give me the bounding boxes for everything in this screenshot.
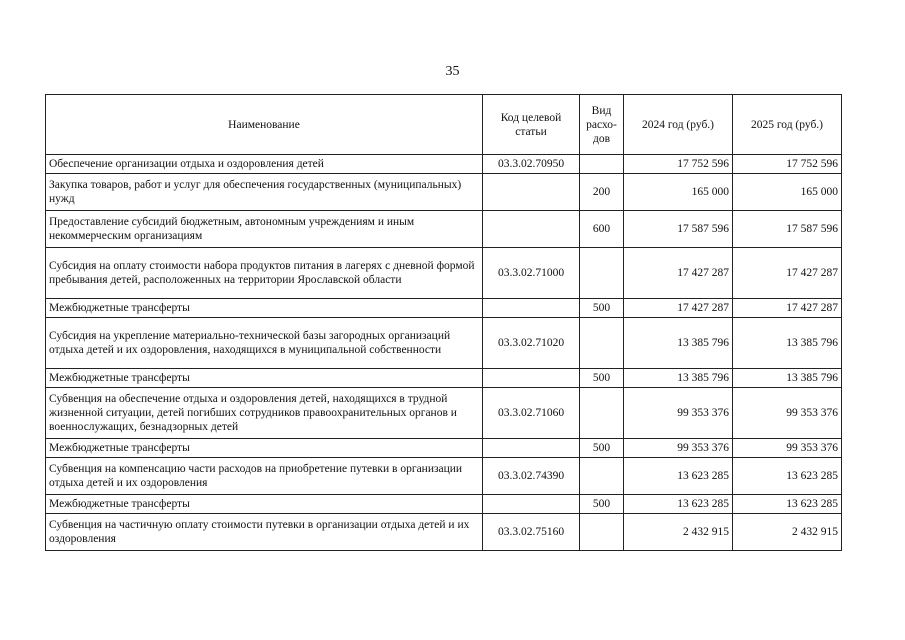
row-2024: 13 385 796: [624, 318, 733, 369]
row-2024: 165 000: [624, 174, 733, 211]
table-row: [46, 318, 842, 369]
row-type: [580, 318, 624, 369]
row-type: [580, 458, 624, 495]
row-code: [483, 299, 580, 318]
table-row: [46, 299, 842, 318]
row-code: [483, 439, 580, 458]
row-name: Межбюджетные трансферты: [46, 439, 483, 458]
row-type: 500: [580, 439, 624, 458]
row-type: 500: [580, 299, 624, 318]
row-code: 03.3.02.70950: [483, 155, 580, 174]
budget-table: [45, 94, 842, 551]
table-row: [46, 514, 842, 551]
row-code: 03.3.02.71000: [483, 248, 580, 299]
header-year-2025: 2025 год (руб.): [733, 95, 842, 155]
table-row: [46, 388, 842, 439]
row-2025: 17 587 596: [733, 211, 842, 248]
row-2025: 17 752 596: [733, 155, 842, 174]
table-row: [46, 174, 842, 211]
row-code: [483, 495, 580, 514]
row-code: [483, 369, 580, 388]
row-type: [580, 514, 624, 551]
row-type: 600: [580, 211, 624, 248]
header-year-2024: 2024 год (руб.): [624, 95, 733, 155]
row-name: Закупка товаров, работ и услуг для обеспечения государственных (муниципальных) нужд: [46, 174, 483, 211]
row-2025: 13 385 796: [733, 318, 842, 369]
row-name: Субсидия на оплату стоимости набора продуктов питания в лагерях с дневной формой пребывания детей, расположенных на территории Ярославской области: [46, 248, 483, 299]
row-type: 200: [580, 174, 624, 211]
header-type: Вид расхо-дов: [580, 95, 624, 155]
row-2024: 17 427 287: [624, 299, 733, 318]
row-type: 500: [580, 495, 624, 514]
row-name: Предоставление субсидий бюджетным, автономным учреждениям и иным некоммерческим организациям: [46, 211, 483, 248]
row-code: 03.3.02.74390: [483, 458, 580, 495]
row-type: [580, 388, 624, 439]
table-row: [46, 155, 842, 174]
row-2024: 99 353 376: [624, 388, 733, 439]
table-row: [46, 248, 842, 299]
row-2024: 17 752 596: [624, 155, 733, 174]
row-type: [580, 248, 624, 299]
row-type: 500: [580, 369, 624, 388]
row-2025: 99 353 376: [733, 439, 842, 458]
row-2024: 17 427 287: [624, 248, 733, 299]
row-code: 03.3.02.71020: [483, 318, 580, 369]
row-code: [483, 174, 580, 211]
row-name: Субсидия на укрепление материально-технической базы загородных организаций отдыха детей и их оздоровления, находящихся в муниципальной собственности: [46, 318, 483, 369]
row-name: Межбюджетные трансферты: [46, 299, 483, 318]
row-name: Межбюджетные трансферты: [46, 369, 483, 388]
row-code: 03.3.02.75160: [483, 514, 580, 551]
row-2025: 99 353 376: [733, 388, 842, 439]
page-number: 35: [445, 64, 460, 79]
table-row: [46, 495, 842, 514]
row-2025: 2 432 915: [733, 514, 842, 551]
header-name: Наименование: [46, 95, 483, 155]
row-code: 03.3.02.71060: [483, 388, 580, 439]
row-type: [580, 155, 624, 174]
row-2025: 17 427 287: [733, 299, 842, 318]
row-name: Обеспечение организации отдыха и оздоровления детей: [46, 155, 483, 174]
table-row: [46, 439, 842, 458]
row-code: [483, 211, 580, 248]
row-2025: 17 427 287: [733, 248, 842, 299]
row-2025: 165 000: [733, 174, 842, 211]
row-name: Субвенция на частичную оплату стоимости путевки в организации отдыха детей и их оздоровления: [46, 514, 483, 551]
table-header-row: [46, 95, 842, 155]
table-row: [46, 369, 842, 388]
row-name: Межбюджетные трансферты: [46, 495, 483, 514]
row-2024: 99 353 376: [624, 439, 733, 458]
row-2024: 2 432 915: [624, 514, 733, 551]
row-2024: 13 385 796: [624, 369, 733, 388]
table-row: [46, 211, 842, 248]
row-name: Субвенция на обеспечение отдыха и оздоровления детей, находящихся в трудной жизненной ситуации, детей погибших сотрудников правоохранительных органов и военнослужащих, безнадзорных детей: [46, 388, 483, 439]
row-2024: 13 623 285: [624, 495, 733, 514]
row-2025: 13 385 796: [733, 369, 842, 388]
row-2025: 13 623 285: [733, 495, 842, 514]
row-2025: 13 623 285: [733, 458, 842, 495]
row-name: Субвенция на компенсацию части расходов на приобретение путевки в организации отдыха детей и их оздоровления: [46, 458, 483, 495]
row-2024: 13 623 285: [624, 458, 733, 495]
table-row: [46, 458, 842, 495]
row-2024: 17 587 596: [624, 211, 733, 248]
header-code: Код целевой статьи: [483, 95, 580, 155]
